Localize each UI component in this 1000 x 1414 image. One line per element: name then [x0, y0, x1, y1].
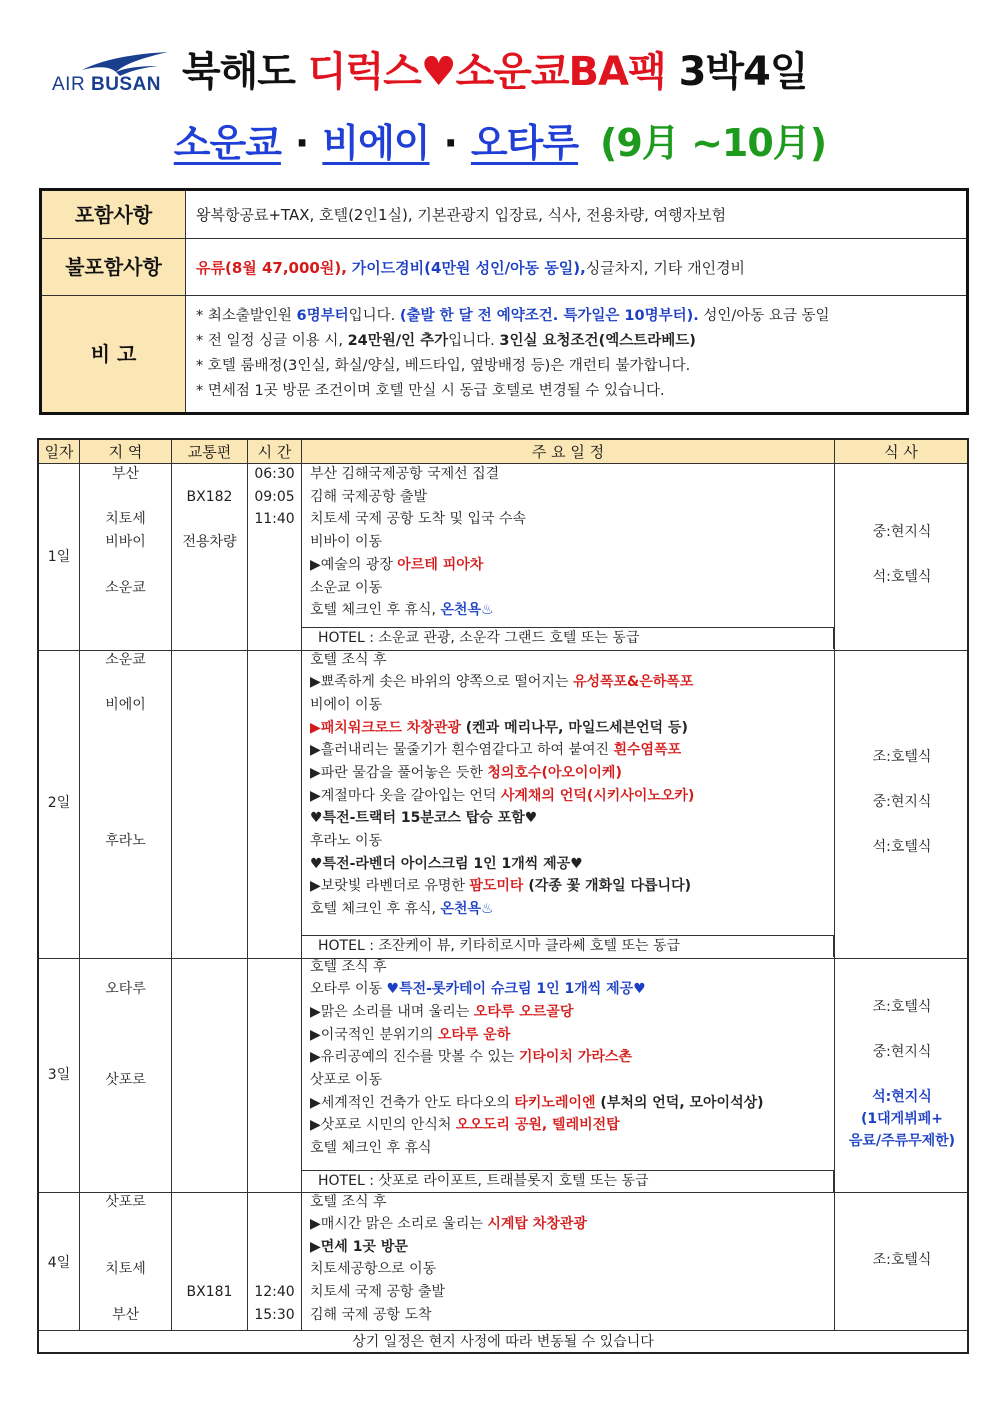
bird-logo-icon [80, 50, 170, 76]
meal: 중:현지식 [872, 794, 932, 810]
schedule-line: 치토세 국제 공항 도착 및 입국 수속 [310, 511, 527, 527]
header-region: 지 역 [80, 440, 172, 464]
schedule-line: ▶이국적인 분위기의 오타루 운하 [310, 1027, 511, 1043]
schedule-line: ▶흘러내리는 물줄기가 흰수염같다고 하여 붙여진 흰수염폭포 [310, 742, 682, 758]
schedule-line: ▶삿포로 시민의 안식처 오오도리 공원, 텔레비전탑 [310, 1117, 620, 1133]
day-label: 1일 [47, 549, 71, 565]
included-row [42, 191, 966, 239]
header-schedule: 주 요 일 정 [302, 440, 835, 464]
region: 치토세 [105, 1261, 146, 1277]
region: 비바이 [105, 534, 146, 550]
included-label: 포함사항 [42, 191, 186, 238]
subtitle-place-biei: 비에이 [322, 121, 430, 165]
schedule-line: ▶파란 물감을 풀어놓은 듯한 청의호수(아오이이케) [310, 765, 622, 781]
schedule-line: ♥특전-라벤더 아이스크림 1인 1개씩 제공♥ [310, 856, 583, 872]
day-label: 2일 [47, 795, 71, 811]
itinerary-table [37, 438, 969, 1354]
logo-text: AIR BUSAN [52, 74, 162, 95]
header-meal: 식 사 [835, 440, 967, 464]
flight-number: BX182 [186, 489, 233, 505]
notes-row [42, 296, 966, 412]
region: 후라노 [105, 833, 146, 849]
page-subtitle: 소운쿄 · 비에이 · 오타루 (9月 ~10月) [173, 121, 827, 165]
schedule-line: 소운쿄 이동 [310, 580, 383, 596]
schedule-line: 비바이 이동 [310, 534, 383, 550]
schedule-line: ▶매시간 맑은 소리로 울리는 시계탑 차창관광 [310, 1216, 587, 1232]
schedule-line: 호텔 체크인 후 휴식, 온천욕♨ [310, 901, 494, 917]
flight-number: BX181 [186, 1284, 233, 1300]
schedule-line: 부산 김해국제공항 국제선 집결 [310, 466, 500, 482]
schedule-line: 김해 국제공항 출발 [310, 489, 428, 505]
excluded-value: 유류(8월 47,000원), 가이드경비(4만원 성인/아동 동일), 싱글차지, 기타 개인경비 [196, 258, 746, 277]
time: 15:30 [254, 1307, 295, 1323]
package-info-box [39, 188, 969, 415]
schedule-line: 치토세공항으로 이동 [310, 1261, 437, 1277]
excluded-row [42, 239, 966, 296]
schedule-line: ▶면세 1곳 방문 [310, 1239, 408, 1255]
region: 비에이 [105, 697, 146, 713]
schedule-line: ▶패치워크로드 차창관광 (켄과 메리나무, 마일드세븐언덕 등) [310, 720, 688, 736]
subtitle-place-otaru: 오타루 [470, 121, 579, 165]
schedule-line: ▶뾰족하게 솟은 바위의 양쪽으로 떨어지는 유성폭포&은하폭포 [310, 674, 694, 690]
meal: 조:호텔식 [872, 999, 932, 1015]
included-value: 왕복항공료+TAX, 호텔(2인1실), 기본관광지 입장료, 식사, 전용차량, 여행자보험 [196, 206, 727, 224]
meal: 석:호텔식 [872, 839, 932, 855]
column-divider [301, 464, 302, 1330]
meal: 조:호텔식 [872, 1252, 932, 1268]
schedule-line: 김해 국제 공항 도착 [310, 1307, 432, 1323]
column-divider [247, 464, 248, 1330]
air-busan-logo [52, 50, 172, 100]
time: 12:40 [254, 1284, 295, 1300]
hotel-info: HOTEL : 소운쿄 관광, 소운각 그랜드 호텔 또는 동급 [302, 627, 834, 649]
schedule-line: 삿포로 이동 [310, 1072, 383, 1088]
day-divider [39, 1192, 967, 1193]
region: 소운쿄 [105, 652, 146, 668]
header-time: 시 간 [248, 440, 302, 464]
hotel-info: HOTEL : 조잔케이 뷰, 키타히로시마 클라쎄 호텔 또는 동급 [302, 935, 834, 957]
meal: 석:호텔식 [872, 569, 932, 585]
day-divider [39, 958, 967, 959]
footer-note: 상기 일정은 현지 사정에 따라 변동될 수 있습니다 [39, 1330, 967, 1353]
subtitle-place-sounkyo: 소운쿄 [173, 121, 281, 165]
hotel-info: HOTEL : 삿포로 라이포트, 트래블롯지 호텔 또는 동급 [302, 1170, 834, 1192]
schedule-line: 호텔 조식 후 [310, 1194, 387, 1210]
schedule-line: 호텔 체크인 후 휴식, 온천욕♨ [310, 602, 494, 618]
page-title: 북해도 디럭스♥소운쿄BA팩 3박4일 [182, 49, 808, 95]
schedule-line: ▶보랏빛 라벤더로 유명한 팜도미타 (각종 꽃 개화일 다릅니다) [310, 878, 692, 894]
region: 삿포로 [105, 1194, 146, 1210]
schedule-line: 호텔 조식 후 [310, 959, 387, 975]
subtitle-period: (9月 ~10月) [600, 121, 827, 165]
schedule-line: ▶맑은 소리를 내며 울리는 오타루 오르골당 [310, 1004, 574, 1020]
note-line: * 면세점 1곳 방문 조건이며 호텔 만실 시 동급 호텔로 변경될 수 있습니다. [196, 383, 665, 399]
notes-label: 비 고 [42, 296, 186, 412]
transport: 전용차량 [182, 534, 237, 550]
column-divider [171, 464, 172, 1330]
excluded-label: 불포함사항 [42, 239, 186, 295]
day-divider [39, 650, 967, 651]
schedule-line: 호텔 체크인 후 휴식 [310, 1140, 432, 1156]
region: 부산 [111, 1307, 140, 1323]
schedule-line: ♥특전-트랙터 15분코스 탑승 포함♥ [310, 810, 538, 826]
schedule-line: ▶계절마다 옷을 갈아입는 언덕 사계채의 언덕(시키사이노오카) [310, 788, 695, 804]
schedule-line: ▶유리공예의 진수를 맛볼 수 있는 기타이치 가라스촌 [310, 1049, 632, 1065]
schedule-line: ▶예술의 광장 아르테 피아차 [310, 557, 484, 573]
time: 11:40 [254, 511, 295, 527]
day-label: 4일 [47, 1255, 71, 1271]
meal: 중:현지식 [872, 524, 932, 540]
note-line: * 호텔 룸배정(3인실, 화실/양실, 베드타입, 옆방배정 등)은 개런티 불가합니다. [196, 358, 691, 374]
page-header [0, 0, 1000, 180]
region: 삿포로 [105, 1072, 146, 1088]
notes-value [186, 296, 966, 412]
meal-special: 석:현지식 (1대게뷔페+ 음료/주류무제한) [848, 1089, 956, 1149]
time: 09:05 [254, 489, 295, 505]
note-line: * 전 일정 싱글 이용 시, 24만원/인 추가입니다. 3인실 요청조건(엑스트라베드) [196, 333, 696, 349]
schedule-line: 호텔 조식 후 [310, 652, 387, 668]
meal: 중:현지식 [872, 1044, 932, 1060]
note-line: * 최소출발인원 6명부터입니다. (출발 한 달 전 예약조건. 특가일은 10명부터). 성인/아동 요금 동일 [196, 308, 830, 324]
meal: 조:호텔식 [872, 749, 932, 765]
region: 부산 [111, 466, 140, 482]
header-day: 일자 [39, 440, 80, 464]
region: 소운쿄 [105, 580, 146, 596]
region: 치토세 [105, 511, 146, 527]
time: 06:30 [254, 466, 295, 482]
day-label: 3일 [47, 1067, 71, 1083]
schedule-line: ▶세계적인 건축가 안도 타다오의 타키노레이엔 (부처의 언덕, 모아이석상) [310, 1095, 764, 1111]
schedule-line: 오타루 이동 ♥특전-롯카테이 슈크림 1인 1개씩 제공♥ [310, 981, 646, 997]
region: 오타루 [105, 981, 146, 997]
schedule-line: 치토세 국제 공항 출발 [310, 1284, 446, 1300]
schedule-line: 비에이 이동 [310, 697, 383, 713]
header-transport: 교통편 [172, 440, 248, 464]
schedule-line: 후라노 이동 [310, 833, 383, 849]
